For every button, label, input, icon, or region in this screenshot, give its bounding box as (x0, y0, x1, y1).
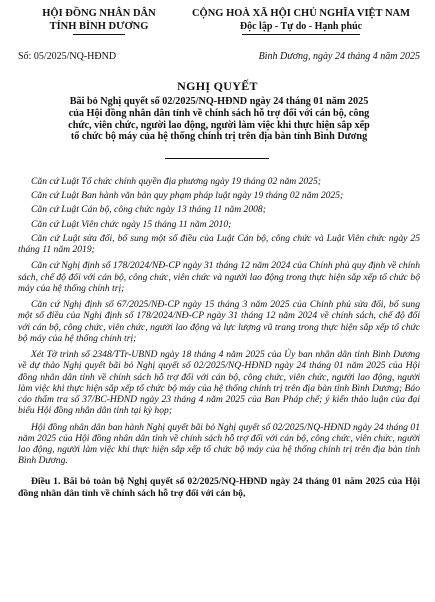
consideration-paragraph: Xét Tờ trình số 2348/TTr-UBND ngày 18 tháng 4 năm 2025 của Ủy ban nhân dân tỉnh Bình Dương về dự thảo Nghị quyết bãi bỏ Nghị quyết số 02/2025/NQ-HĐND ngày 24 tháng 01 năm 2025 của Hội đồng nhân dân tỉnh về chính sách hỗ trợ đối với cán bộ, công chức, viên chức, người lao động, người làm việc khi thực hiện sắp xếp tổ chức bộ máy của hệ thống chính trị trên địa bàn tỉnh Bình Dương; Báo cáo thẩm tra số 37/BC-HĐND ngày 23 tháng 4 năm 2025 của Ban Pháp chế; ý kiến thảo luận của đại biểu Hội đồng nhân dân tỉnh tại kỳ họp; (18, 349, 420, 417)
issuing-authority (14, 8, 184, 35)
legal-basis-3: Căn cứ Luật Cán bộ, công chức ngày 13 tháng 11 năm 2008; (31, 204, 266, 216)
authority-line-2: TỈNH BÌNH DƯƠNG (49, 20, 149, 32)
legal-basis-5: Căn cứ Luật sửa đổi, bổ sung một số điều của Luật Cán bộ, công chức và Luật Viên chức ngày 25 tháng 11 năm 2019; (18, 232, 420, 256)
legal-basis-4: Căn cứ Luật Viên chức ngày 15 tháng 11 năm 2010; (31, 218, 232, 230)
legal-basis-1: Căn cứ Luật Tổ chức chính quyền địa phương ngày 19 tháng 02 năm 2025; (31, 176, 321, 187)
document-body (18, 176, 420, 504)
national-motto (176, 8, 426, 35)
motto-line-1: CỘNG HOÀ XÃ HỘI CHỦ NGHĨA VIỆT NAM (191, 8, 411, 19)
legal-basis-2: Căn cứ Luật Ban hành văn bản quy phạm pháp luật ngày 19 tháng 02 năm 2025; (31, 190, 344, 202)
document-title: NGHỊ QUYẾT (177, 79, 258, 93)
document-subject: Bãi bỏ Nghị quyết số 02/2025/NQ-HĐND ngày 24 tháng 01 năm 2025 của Hội đồng nhân dân tỉnh về chính sách hỗ trợ đối với cán bộ, công chức, viên chức, người lao động, người làm việc khi thực hiện sắp xếp tổ chức bộ máy của hệ thống chính trị trên địa bàn tỉnh Bình Dương (68, 96, 370, 143)
motto-line-2: Độc lập - Tự do - Hạnh phúc (239, 20, 363, 32)
authority-line-1: HỘI ĐỒNG NHÂN DÂN (42, 8, 156, 19)
document-date: Bình Dương, ngày 24 tháng 4 năm 2025 (258, 51, 420, 62)
authority-underline (73, 34, 125, 35)
legal-basis-7: Căn cứ Nghị định số 67/2025/NĐ-CP ngày 15 tháng 3 năm 2025 của Chính phủ sửa đổi, bổ sung một số điều của Nghị định số 178/2024/NĐ-CP ngày 31 tháng 12 năm 2024 về chính sách, chế độ đối với cán bộ, công chức, viên chức, người lao động và lực lượng vũ trang trong thực hiện sắp xếp tổ chức bộ máy của hệ thống chính trị; (18, 299, 420, 344)
resolution-statement: Hội đồng nhân dân ban hành Nghị quyết bãi bỏ Nghị quyết số 02/2025/NQ-HĐND ngày 24 tháng 01 năm 2025 của Hội đồng nhân dân tỉnh về chính sách hỗ trợ đối với cán bộ, công chức, viên chức, người lao động, người làm việc khi thực hiện sắp xếp tổ chức bộ máy của hệ thống chính trị trên địa bàn tỉnh Bình Dương. (18, 421, 420, 467)
document-number: Số: 05/2025/NQ-HĐND (18, 51, 117, 62)
legal-basis-6: Căn cứ Nghị định số 178/2024/NĐ-CP ngày 31 tháng 12 năm 2024 của Chính phủ quy định về chính sách, chế độ đối với cán bộ, công chức, viên chức và người lao động trong thực hiện sắp xếp tổ chức bộ máy của hệ thống chính trị; (18, 260, 420, 294)
motto-underline (242, 34, 360, 35)
article-1: Điều 1. Bãi bỏ toàn bộ Nghị quyết số 02/2025/NQ-HĐND ngày 24 tháng 01 năm 2025 của Hội đồng nhân dân tỉnh về chính sách hỗ trợ đối với cán bộ, (18, 476, 420, 499)
subject-underline (165, 158, 269, 159)
